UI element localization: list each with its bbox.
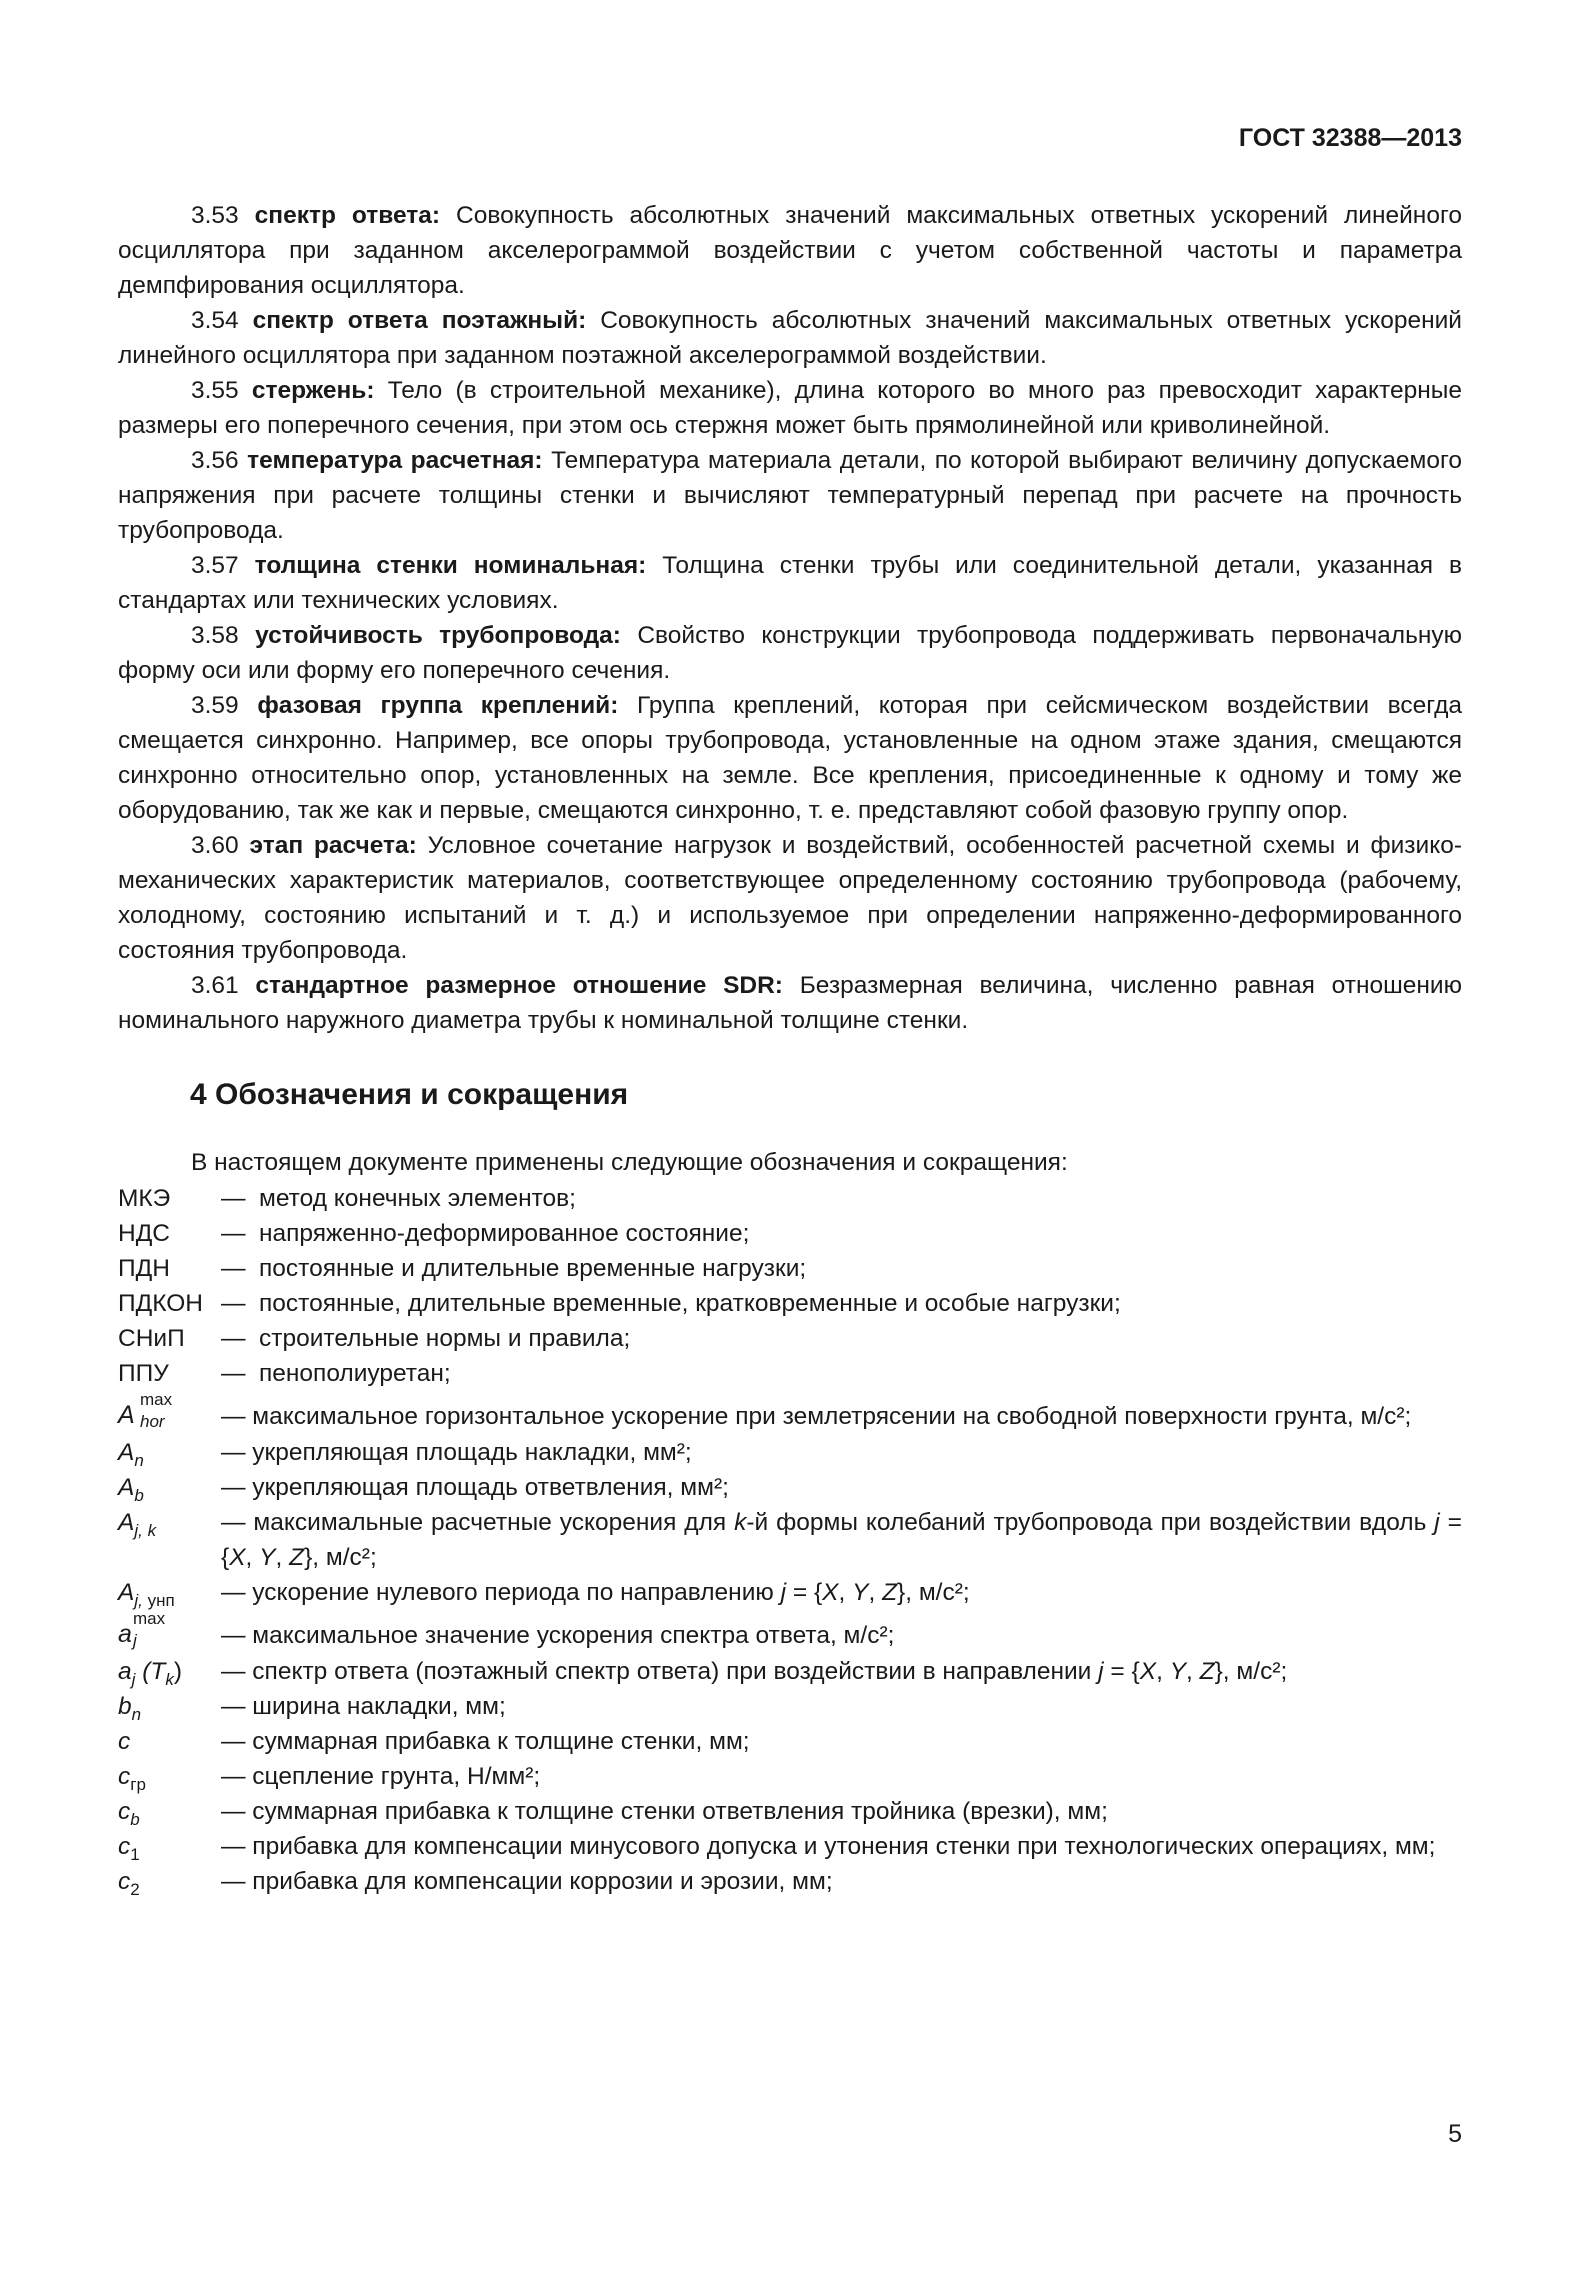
symbol-description: — укрепляющая площадь ответвления, мм²; [221, 1474, 729, 1501]
definition-number: 3.59 [191, 692, 239, 719]
definition-text: Совокупность абсолютных значений максимальных ответных ускорений линейного осциллятора при заданном поэтажной акселерограммой воздействии. [118, 307, 1462, 369]
symbol: $c_1$ [118, 1833, 140, 1864]
definition-number: 3.58 [191, 622, 239, 649]
definition-item [118, 618, 1462, 688]
symbol-description: — ускорение нулевого периода по направлению j = {X, Y, Z}, м/с²; [221, 1579, 970, 1606]
symbol-row [118, 1575, 1462, 1610]
symbol-description: — суммарная прибавка к толщине стенки, мм; [221, 1728, 750, 1755]
definition-item [118, 968, 1462, 1038]
definition-number: 3.60 [191, 832, 239, 859]
symbol-row [118, 1724, 1462, 1759]
abbreviation-description: постоянные, длительные временные, кратковременные и особые нагрузки; [259, 1290, 1121, 1317]
symbol-description: — прибавка для компенсации коррозии и эрозии, мм; [221, 1868, 833, 1895]
definition-text: Свойство конструкции трубопровода поддерживать первоначальную форму оси или форму его поперечного сечения. [118, 622, 1463, 684]
symbol: $A_{j, унп}$ [118, 1579, 175, 1610]
definition-term: этап расчета: [249, 832, 417, 859]
symbol-description: — укрепляющая площадь накладки, мм²; [221, 1439, 692, 1466]
abbreviation-dash: — [221, 1255, 246, 1282]
symbol-row [118, 1829, 1462, 1864]
symbol: $a_j$ $(T_k)$ [118, 1658, 183, 1689]
abbreviation-row [118, 1356, 1462, 1391]
abbreviation-code: ППУ [118, 1360, 169, 1387]
abbreviation-description: строительные нормы и правила; [259, 1325, 631, 1352]
definition-term: толщина стенки номинальная: [254, 552, 647, 579]
page-content [118, 198, 1462, 1899]
definition-item [118, 303, 1462, 373]
symbol-description: — суммарная прибавка к толщине стенки ответвления тройника (врезки), мм; [221, 1798, 1108, 1825]
symbol: $A_{j, k}$ [118, 1509, 157, 1540]
definition-item [118, 443, 1462, 548]
symbol: A max hor [118, 1390, 173, 1431]
definition-number: 3.56 [191, 447, 239, 474]
symbol-row [118, 1610, 1462, 1654]
symbol: $b_n$ [118, 1693, 142, 1724]
symbol: $A_n$ [118, 1439, 144, 1470]
symbol-description: — ширина накладки, мм; [221, 1693, 506, 1720]
abbreviation-description: пенополиуретан; [259, 1360, 451, 1387]
document-code: ГОСТ 32388—2013 [1238, 124, 1462, 152]
abbreviation-description: постоянные и длительные временные нагрузки; [259, 1255, 807, 1282]
definition-term: спектр ответа: [254, 202, 441, 229]
symbol: $c_2$ [118, 1868, 140, 1899]
definition-text: Условное сочетание нагрузок и воздействий, особенностей расчетной схемы и физико-механических характеристик материалов, соответствующее определенному состоянию трубопровода (рабочему, холодному, состоянию испытаний и т. д.) и используемое при определении напряженно-деформированного состояния трубопровода. [118, 832, 1462, 964]
symbol-row [118, 1391, 1462, 1435]
abbreviation-dash: — [221, 1220, 246, 1247]
symbol: c [118, 1728, 131, 1755]
symbol: $c_b$ [118, 1798, 140, 1829]
definition-text: Совокупность абсолютных значений максимальных ответных ускорений линейного осциллятора при заданном акселерограммой воздействии с учетом собственной частоты и параметра демпфирования осциллятора. [118, 202, 1462, 299]
abbreviation-dash: — [221, 1290, 246, 1317]
abbreviation-dash: — [221, 1360, 246, 1387]
definition-number: 3.55 [191, 377, 239, 404]
abbreviation-code: НДС [118, 1220, 170, 1247]
symbol-row [118, 1654, 1462, 1689]
abbreviation-code: МКЭ [118, 1185, 171, 1212]
abbreviation-row [118, 1251, 1462, 1286]
definition-item [118, 688, 1462, 828]
definition-item [118, 198, 1462, 303]
symbol-row [118, 1794, 1462, 1829]
symbol-row [118, 1689, 1462, 1724]
page-number: 5 [1448, 2120, 1462, 2148]
abbreviation-code: ПДКОН [118, 1290, 203, 1317]
symbols-list [118, 1391, 1462, 1899]
symbol: $A_b$ [118, 1474, 144, 1505]
abbreviation-code: СНиП [118, 1325, 185, 1352]
abbreviation-description: метод конечных элементов; [259, 1185, 576, 1212]
abbreviation-row [118, 1321, 1462, 1356]
abbreviation-row [118, 1181, 1462, 1216]
symbol: a max j [118, 1609, 166, 1650]
definition-term: фазовая группа креплений: [257, 692, 619, 719]
definition-item [118, 828, 1462, 968]
definition-number: 3.57 [191, 552, 239, 579]
symbol-description: — спектр ответа (поэтажный спектр ответа) при воздействии в направлении j = {X, Y, Z}, м/с²; [221, 1658, 1288, 1685]
symbol-row [118, 1864, 1462, 1899]
definitions-list [118, 198, 1462, 1038]
symbol-description: — сцепление грунта, Н/мм²; [221, 1763, 541, 1790]
section-title: 4 Обозначения и сокращения [190, 1078, 629, 1111]
symbol-description: — прибавка для компенсации минусового допуска и утонения стенки при технологических операциях, мм; [221, 1833, 1436, 1860]
definition-text: Температура материала детали, по которой выбирают величину допускаемого напряжения при расчете толщины стенки и вычисляют температурный перепад при расчете на прочность трубопровода. [118, 447, 1462, 544]
abbreviation-description: напряженно-деформированное состояние; [259, 1220, 750, 1247]
definition-term: спектр ответа поэтажный: [252, 307, 587, 334]
symbol-row [118, 1505, 1462, 1575]
definition-number: 3.54 [191, 307, 239, 334]
abbreviation-dash: — [221, 1325, 246, 1352]
abbreviation-row [118, 1216, 1462, 1251]
abbreviations-list [118, 1181, 1462, 1391]
definition-text: Безразмерная величина, численно равная отношению номинального наружного диаметра трубы к номинальной толщине стенки. [118, 972, 1462, 1034]
symbol-row [118, 1470, 1462, 1505]
definition-number: 3.61 [191, 972, 239, 999]
definition-text: Толщина стенки трубы или соединительной детали, указанная в стандартах или технических условиях. [118, 552, 1462, 614]
definition-number: 3.53 [191, 202, 239, 229]
definition-text: Тело (в строительной механике), длина которого во много раз превосходит характерные размеры его поперечного сечения, при этом ось стержня может быть прямолинейной или криволинейной. [118, 377, 1462, 439]
abbreviation-dash: — [221, 1185, 246, 1212]
definition-term: стандартное размерное отношение SDR: [255, 972, 783, 999]
symbol-description: — максимальные расчетные ускорения для k-й формы колебаний трубопровода при воздействии вдоль j = {X, Y, Z}, м/с²; [221, 1509, 1462, 1571]
symbol: $c_{гр}$ [118, 1763, 146, 1794]
definition-item [118, 373, 1462, 443]
definition-term: устойчивость трубопровода: [255, 622, 621, 649]
definition-item [118, 548, 1462, 618]
definition-text: Группа креплений, которая при сейсмическом воздействии всегда смещается синхронно. Например, все опоры трубопровода, установленные на одном этаже здания, смещаются синхронно относительно опор, установленных на земле. Все крепления, присоединенные к одному и тому же оборудованию, так же как и первые, смещаются синхронно, т. е. представляют собой фазовую группу опор. [118, 692, 1463, 824]
section-intro: В настоящем документе применены следующие обозначения и сокращения: [191, 1149, 1068, 1176]
symbol-row [118, 1435, 1462, 1470]
symbol-description: — максимальное горизонтальное ускорение при землетрясении на свободной поверхности грунта, м/с²; [221, 1403, 1412, 1430]
symbol-row [118, 1759, 1462, 1794]
definition-term: температура расчетная: [247, 447, 543, 474]
abbreviation-code: ПДН [118, 1255, 170, 1282]
symbol-description: — максимальное значение ускорения спектра ответа, м/с²; [221, 1622, 895, 1649]
abbreviation-row [118, 1286, 1462, 1321]
definition-term: стержень: [251, 377, 375, 404]
